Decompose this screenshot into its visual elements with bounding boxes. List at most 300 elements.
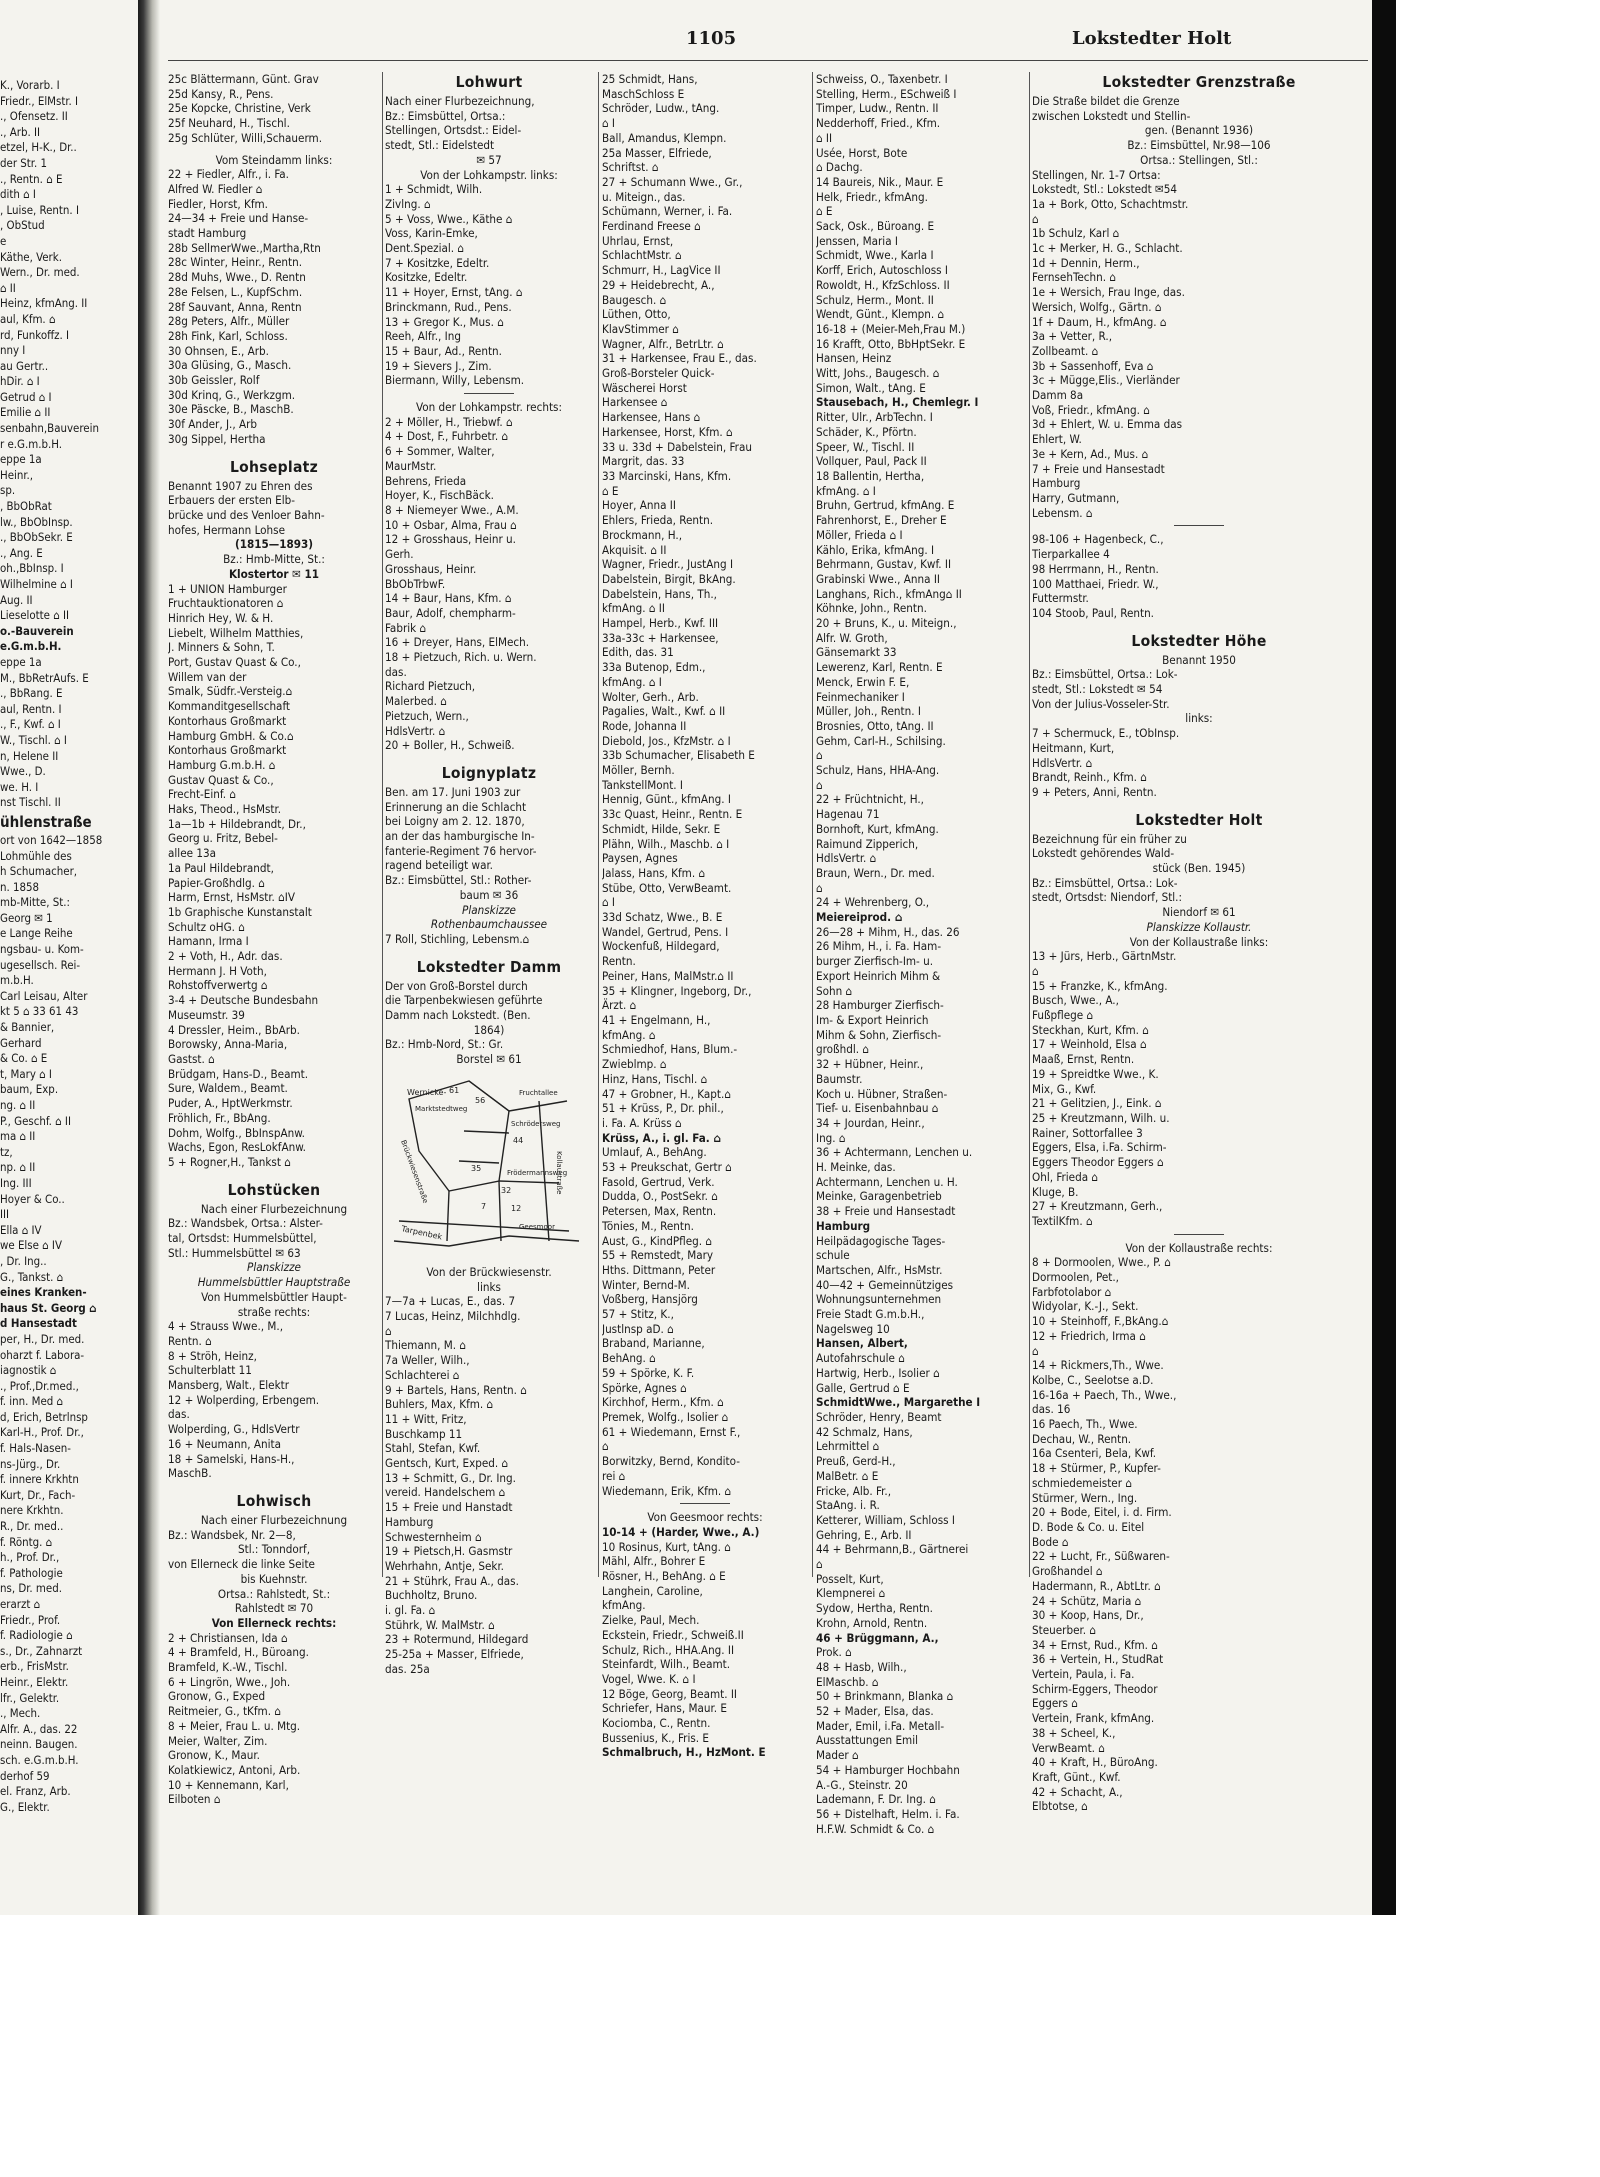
entry-fragment: n, Helene II	[0, 748, 59, 763]
directory-entry: Peiner, Hans, MalMstr.⌂ II	[602, 968, 734, 983]
directory-entry: Langhans, Rich., kfmAng⌂ II	[816, 586, 962, 601]
directory-entry: ⌂	[816, 880, 823, 895]
directory-entry: kfmAng. ⌂ II	[602, 601, 665, 616]
directory-entry: Bz.: Eimsbüttel, Ortsa.:	[385, 108, 506, 123]
directory-entry: 48 + Hasb, Wilh.,	[816, 1659, 907, 1674]
directory-entry: Mansberg, Walt., Elektr	[168, 1378, 290, 1393]
directory-entry: von Ellerneck die linke Seite	[168, 1557, 315, 1572]
directory-entry: Koch u. Hübner, Straßen-	[816, 1086, 948, 1101]
directory-entry: ⌂	[816, 1557, 823, 1572]
directory-entry: 7 + Schermuck, E., tObInsp.	[1032, 726, 1180, 741]
directory-entry: 30 Ohnsen, E., Arb.	[168, 343, 269, 358]
directory-entry: 36 + Achtermann, Lenchen u.	[816, 1145, 973, 1160]
directory-entry: BehAng. ⌂	[602, 1351, 656, 1366]
map-label: Marktstedtweg	[415, 1104, 468, 1113]
directory-entry: Brüdgam, Hans-D., Beamt.	[168, 1066, 309, 1081]
street-heading: Lokstedter Holt	[1135, 810, 1263, 829]
directory-entry: Bz.: Eimsbüttel, Ortsa.: Lok-	[1032, 667, 1178, 682]
directory-entry: 98-106 + Hagenbeck, C.,	[1032, 532, 1164, 547]
directory-entry: Speer, W., Tischl. II	[816, 439, 915, 454]
directory-entry: 16 Paech, Th., Wwe.	[1032, 1417, 1138, 1432]
street-info-line: Rahlstedt ✉ 70	[234, 1601, 314, 1616]
entry-fragment: Heinr., Elektr.	[0, 1674, 69, 1689]
directory-entry: Maaß, Ernst, Rentn.	[1032, 1052, 1135, 1067]
directory-entry: HdlsVertr. ⌂	[385, 723, 446, 738]
directory-entry: Liebelt, Wilhelm Matthies,	[168, 625, 304, 640]
directory-entry: Gentsch, Kurt, Exped. ⌂	[385, 1456, 509, 1471]
directory-entry: Tierparkallee 4	[1032, 547, 1110, 562]
entry-fragment: eppe 1a	[0, 654, 42, 669]
column-2	[385, 72, 593, 1677]
directory-entry: Eggers ⌂	[1032, 1696, 1078, 1711]
directory-entry: Sack, Osk., Büroang. E	[816, 219, 935, 234]
directory-entry: 7 Lucas, Heinz, Milchhdlg.	[385, 1309, 521, 1323]
directory-entry: 98 Herrmann, H., Rentn.	[1032, 561, 1159, 576]
directory-entry: 8 + Niemeyer Wwe., A.M.	[385, 502, 519, 517]
directory-entry: Jalass, Hans, Kfm. ⌂	[602, 865, 706, 880]
entry-fragment: & Co. ⌂ E	[0, 1051, 48, 1066]
directory-entry: Im- & Export Heinrich	[816, 1013, 929, 1027]
directory-entry: Buchholtz, Bruno.	[385, 1588, 478, 1603]
directory-entry: Rainer, Sottorfallee 3	[1032, 1125, 1143, 1140]
directory-entry: Aust, G., KindPfleg. ⌂	[602, 1233, 713, 1248]
entry-fragment: Getrud ⌂ I	[0, 389, 52, 404]
directory-entry: Brandt, Reinh., Kfm. ⌂	[1032, 770, 1147, 785]
directory-entry: Ben. am 17. Juni 1903 zur	[385, 784, 521, 799]
directory-entry: das.	[385, 664, 407, 679]
street-info-line: Von der Brückwiesenstr.	[426, 1264, 552, 1279]
directory-entry: 9 + Bartels, Hans, Rentn. ⌂	[385, 1382, 527, 1397]
street-sketch-map	[389, 1071, 589, 1259]
directory-entry: 7a Weller, Wilh.,	[385, 1353, 470, 1368]
map-label: Frödermannsweg	[507, 1168, 568, 1177]
directory-entry: Simon, Walt., tAng. E	[816, 380, 926, 395]
entry-fragment: Heinz, kfmAng. II	[0, 296, 88, 311]
directory-entry: großhdl. ⌂	[816, 1042, 869, 1057]
directory-entry: Freie Stadt G.m.b.H.,	[816, 1307, 925, 1322]
entry-fragment: eines Kranken-	[0, 1285, 87, 1300]
directory-entry: Usée, Horst, Bote	[816, 145, 908, 160]
entry-fragment: kt 5 ⌂ 33 61 43	[0, 1004, 79, 1019]
directory-entry: Grosshaus, Heinr.	[385, 561, 477, 576]
directory-entry: 25g Schlüter, Willi,Schauerm.	[168, 130, 323, 145]
directory-entry: ⌂ E	[816, 204, 833, 219]
directory-entry: Schmurr, H., LagVice II	[602, 263, 721, 278]
directory-entry: 46 + Brüggmann, A.,	[816, 1630, 939, 1645]
directory-entry: Prok. ⌂	[816, 1645, 852, 1660]
directory-entry: Hamburg	[1032, 476, 1081, 491]
entry-fragment: np. ⌂ II	[0, 1160, 36, 1175]
binding-gutter	[138, 0, 160, 1915]
directory-entry: Wendt, Günt., Klempn. ⌂	[816, 307, 945, 322]
directory-entry: Köhnke, John., Rentn.	[816, 601, 927, 616]
directory-entry: Hths. Dittmann, Peter	[602, 1262, 716, 1277]
directory-entry: Wolter, Gerh., Arb.	[602, 689, 699, 704]
street-info-line: Von Geesmoor rechts:	[647, 1510, 763, 1525]
directory-entry: 16 Krafft, Otto, BbHptSekr. E	[816, 336, 966, 351]
directory-entry: Gerh.	[385, 547, 414, 562]
directory-entry: 24—34 + Freie und Hanse-	[168, 211, 309, 226]
directory-entry: Kontorhaus Großmarkt	[168, 713, 287, 728]
directory-entry: Behrmann, Gustav, Kwf. II	[816, 557, 952, 572]
column-5	[1032, 72, 1366, 1814]
directory-entry: 28e Felsen, L., KupfSchm.	[168, 284, 303, 299]
map-label: Fruchtallee	[519, 1088, 558, 1097]
running-street-head: Lokstedter Holt	[1072, 28, 1232, 49]
entry-fragment: tz,	[0, 1144, 13, 1159]
directory-entry: fanterie-Regiment 76 hervor-	[385, 843, 537, 858]
directory-entry: A.-G., Steinstr. 20	[816, 1777, 908, 1792]
left-page-fragment	[0, 78, 136, 1908]
directory-entry: Autofahrschule ⌂	[816, 1351, 905, 1366]
directory-entry: Lokstedt gehörendes Wald-	[1032, 846, 1175, 861]
directory-entry: Wiedemann, Erik, Kfm. ⌂	[602, 1483, 732, 1498]
entry-fragment: lw., BbObInsp.	[0, 514, 73, 529]
directory-entry: BbObTrbwF.	[385, 576, 446, 591]
entry-fragment: f. Pathologie	[0, 1565, 63, 1580]
directory-entry: Georg u. Fritz, Bebel-	[168, 831, 278, 846]
entry-fragment: mb-Mitte, St.:	[0, 895, 70, 910]
directory-entry: Schmidt, Wwe., Karla I	[816, 248, 934, 263]
directory-entry: ⌂ I	[602, 895, 616, 910]
directory-entry: Ritter, Ulr., ArbTechn. I	[816, 410, 933, 425]
directory-entry: StaAng. i. R.	[816, 1498, 880, 1513]
column-1	[168, 72, 380, 1807]
entry-fragment: per, H., Dr. med.	[0, 1331, 85, 1346]
entry-fragment: Aug. II	[0, 592, 33, 607]
directory-entry: Dent.Spezial. ⌂	[385, 241, 465, 256]
directory-entry: Nagelsweg 10	[816, 1321, 890, 1336]
street-info-line: Von der Kollaustraße links:	[1129, 934, 1269, 949]
directory-entry: Frecht-Einf. ⌂	[168, 787, 236, 802]
directory-entry: 3a + Vetter, R.,	[1032, 329, 1113, 344]
map-number: 12	[511, 1203, 522, 1213]
directory-entry: Fruchtauktionatoren ⌂	[168, 596, 284, 611]
directory-entry: Eilboten ⌂	[168, 1792, 221, 1807]
directory-entry: Schulz, Hans, HHA-Ang.	[816, 763, 940, 778]
directory-entry: Braband, Marianne,	[602, 1336, 705, 1351]
directory-entry: stedt, Ortsdst: Niendorf, Stl.:	[1032, 890, 1183, 905]
directory-entry: Bz.: Hmb-Nord, St.: Gr.	[385, 1037, 504, 1052]
directory-entry: Wäscherei Horst	[602, 380, 687, 395]
directory-entry: Dabelstein, Hans, Th.,	[602, 586, 717, 601]
directory-entry: TankstellMont. I	[602, 777, 684, 792]
directory-entry: Willem van der	[168, 669, 247, 684]
entry-fragment: d, Erich, Betrlnsp	[0, 1409, 88, 1424]
directory-entry: Meiereiprod. ⌂	[816, 910, 903, 925]
directory-entry: Stellingen, Nr. 1-7 Ortsa:	[1032, 167, 1161, 182]
entry-fragment: au Gertr..	[0, 358, 49, 373]
entry-fragment: III	[0, 1207, 10, 1222]
directory-entry: Grabinski Wwe., Anna II	[816, 571, 940, 586]
directory-entry: Dabelstein, Birgit, BkAng.	[602, 571, 736, 586]
directory-entry: Heitmann, Kurt,	[1032, 740, 1115, 755]
directory-entry: Stürmer, Wern., Ing.	[1032, 1490, 1138, 1505]
directory-entry: 4 + Dost, F., Fuhrbetr. ⌂	[385, 429, 509, 444]
directory-entry: 1a—1b + Hildebrandt, Dr.,	[168, 816, 306, 831]
entry-fragment: Wilhelmine ⌂ I	[0, 577, 73, 591]
directory-entry: Kolatkiewicz, Antoni, Arb.	[168, 1762, 301, 1777]
directory-entry: Schröder, Henry, Beamt	[816, 1409, 942, 1424]
directory-entry: 3d + Ehlert, W. u. Emma das	[1032, 417, 1183, 432]
entry-fragment: ., BbRang. E	[0, 686, 63, 701]
entry-fragment: Wern., Dr. med.	[0, 265, 80, 280]
entry-fragment: derhof 59	[0, 1768, 50, 1783]
entry-fragment: rd, Funkoffz. I	[0, 327, 70, 342]
entry-fragment: Ing. III	[0, 1175, 32, 1190]
directory-entry: schule	[816, 1248, 850, 1263]
directory-entry: D. Bode & Co. u. Eitel	[1032, 1519, 1145, 1534]
directory-entry: Schulz, Rich., HHA.Ang. II	[602, 1642, 735, 1657]
entry-fragment: Käthe, Verk.	[0, 249, 62, 264]
directory-entry: 13 + Schmitt, G., Dr. Ing.	[385, 1470, 516, 1485]
entry-fragment: f. Radiologie ⌂	[0, 1628, 73, 1643]
directory-entry: Behrens, Frieda	[385, 473, 467, 488]
directory-entry: Meier, Walter, Zim.	[168, 1733, 268, 1748]
street-info-line: Bz.: Hmb-Mitte, St.:	[223, 552, 325, 567]
entry-fragment: ., Arb. II	[0, 124, 41, 139]
plan-reference: Hummelsbüttler Hauptstraße	[197, 1275, 351, 1290]
directory-entry: Schulz, Herm., Mont. II	[816, 292, 934, 307]
directory-entry: 44 + Behrmann,B., Gärtnerei	[816, 1542, 969, 1557]
directory-entry: stedt, Stl.: Lokstedt ✉ 54	[1032, 682, 1163, 697]
directory-entry: i. gl. Fa. ⌂	[385, 1603, 436, 1618]
directory-entry: Ketterer, William, Schloss I	[816, 1512, 955, 1527]
directory-entry: Mix, G., Kwf.	[1032, 1081, 1097, 1096]
directory-entry: 50 + Brinkmann, Blanka ⌂	[816, 1689, 954, 1704]
directory-entry: Jenssen, Maria I	[816, 233, 898, 248]
directory-entry: Diebold, Jos., KfzMstr. ⌂ I	[602, 733, 731, 748]
entry-fragment: haus St. Georg ⌂	[0, 1300, 97, 1315]
entry-fragment: ns, Dr. med.	[0, 1581, 62, 1596]
directory-entry: Museumstr. 39	[168, 1007, 245, 1022]
directory-entry: Martschen, Alfr., HsMstr.	[816, 1262, 943, 1277]
directory-entry: Hoyer, Anna II	[602, 498, 676, 513]
directory-entry: SchlachtMstr. ⌂	[602, 248, 682, 263]
entry-fragment: we. H. I	[0, 779, 39, 794]
directory-entry: Elbtotse, ⌂	[1032, 1799, 1088, 1814]
street-heading: Lokstedter Höhe	[1131, 631, 1267, 650]
directory-entry: 10 + Osbar, Alma, Frau ⌂	[385, 517, 517, 532]
directory-entry: Hinrich Hey, W. & H.	[168, 610, 274, 625]
directory-entry: 25 Schmidt, Hans,	[602, 72, 698, 86]
street-info-line: baum ✉ 36	[459, 887, 519, 902]
directory-entry: Buhlers, Max, Kfm. ⌂	[385, 1397, 494, 1412]
directory-entry: rei ⌂	[602, 1468, 626, 1483]
directory-entry: Helk, Friedr., kfmAng.	[816, 189, 928, 204]
directory-entry: Steuerber. ⌂	[1032, 1622, 1096, 1637]
entry-fragment: s., Dr., Zahnarzt	[0, 1643, 83, 1658]
directory-entry: 16 + Dreyer, Hans, ElMech.	[385, 635, 530, 650]
directory-entry: Mader ⌂	[816, 1748, 859, 1763]
scan-edge	[1372, 0, 1396, 1915]
directory-entry: Müller, Joh., Rentn. I	[816, 704, 921, 719]
directory-entry: 3e + Kern, Ad., Mus. ⌂	[1032, 446, 1149, 461]
directory-entry: 7—7a + Lucas, E., das. 7	[385, 1294, 516, 1309]
directory-entry: Hamburg	[385, 1514, 434, 1529]
directory-entry: 55 + Remstedt, Mary	[602, 1248, 714, 1263]
directory-entry: Wagner, Alfr., BetrLtr. ⌂	[602, 336, 724, 351]
directory-entry: 25a Masser, Elfriede,	[602, 145, 712, 160]
directory-entry: Reeh, Alfr., Ing	[385, 329, 461, 344]
directory-entry: Ausstattungen Emil	[816, 1733, 919, 1748]
entry-fragment: oharzt f. Labora-	[0, 1347, 85, 1362]
directory-entry: Witt, Johs., Baugesch. ⌂	[816, 366, 940, 381]
directory-entry: stedt, Stl.: Eidelstedt	[385, 138, 495, 153]
directory-entry: Stelling, Herm., ESchweiß I	[816, 86, 957, 101]
directory-entry: 2 + Möller, H., Triebwf. ⌂	[385, 414, 513, 429]
directory-entry: schmiedemeister ⌂	[1032, 1475, 1132, 1490]
directory-entry: Langhein, Caroline,	[602, 1583, 703, 1598]
directory-entry: 9 + Peters, Anni, Rentn.	[1032, 784, 1157, 799]
directory-entry: HdlsVertr. ⌂	[1032, 755, 1093, 770]
directory-entry: 26—28 + Mihm, H., das. 26	[816, 924, 960, 939]
directory-entry: Kolbe, C., Seelotse a.D.	[1032, 1372, 1154, 1387]
directory-entry: Kociomba, C., Rentn.	[602, 1716, 711, 1731]
directory-entry: 3-4 + Deutsche Bundesbahn	[168, 993, 319, 1008]
directory-entry: Schlachterei ⌂	[385, 1367, 460, 1382]
entry-fragment: f. Röntg. ⌂	[0, 1534, 53, 1549]
directory-entry: Hamburg GmbH. & Co.⌂	[168, 728, 294, 743]
directory-entry: allee 13a	[168, 846, 216, 861]
directory-entry: Bornhoft, Kurt, kfmAng.	[816, 821, 939, 836]
street-heading: Lohstücken	[227, 1180, 321, 1199]
directory-entry: Dohm, Wolfg., BbInspAnw.	[168, 1125, 305, 1140]
directory-entry: 30b Geissler, Rolf	[168, 373, 260, 388]
directory-entry: 6 + Lingrön, Wwe., Joh.	[168, 1674, 291, 1689]
map-label: Schrödersweg	[511, 1119, 561, 1128]
entry-fragment: G., Elektr.	[0, 1799, 50, 1814]
entry-fragment: nere Krkhtn.	[0, 1503, 64, 1518]
street-heading: Loignyplatz	[441, 763, 537, 782]
directory-entry: Alfr. W. Groth,	[816, 630, 888, 645]
directory-entry: 38 + Freie und Hansestadt	[816, 1204, 956, 1219]
entry-fragment: der Str. 1	[0, 155, 47, 170]
street-info-line: links:	[1185, 711, 1213, 726]
street-info-line: Borstel ✉ 61	[456, 1052, 522, 1067]
entry-fragment: Emilie ⌂ II	[0, 405, 51, 420]
directory-entry: Edith, das. 31	[602, 645, 674, 660]
directory-entry: kfmAng. ⌂ I	[816, 483, 876, 498]
directory-entry: Dormoolen, Pet.,	[1032, 1270, 1119, 1285]
column-rule	[598, 72, 599, 1577]
entry-fragment: & Bannier,	[0, 1020, 55, 1035]
entry-fragment: , BbObRat	[0, 499, 52, 514]
column-rule	[382, 72, 383, 1577]
directory-entry: 16a Csenteri, Bela, Kwf.	[1032, 1446, 1157, 1461]
directory-entry: 35 + Klingner, Ingeborg, Dr.,	[602, 983, 752, 998]
directory-entry: Export Heinrich Mihm &	[816, 968, 941, 983]
directory-entry: Rentn.	[602, 954, 636, 969]
directory-entry: ⌂ I	[602, 116, 616, 131]
map-label: Tarpenbek	[400, 1224, 444, 1242]
directory-entry: Eggers Theodor Eggers ⌂	[1032, 1155, 1164, 1170]
directory-entry: Klempnerei ⌂	[816, 1586, 886, 1601]
entry-fragment: f. Hals-Nasen-	[0, 1441, 71, 1456]
entry-fragment: Friedr., ElMstr. I	[0, 93, 79, 108]
entry-fragment: ng. ⌂ II	[0, 1098, 36, 1112]
directory-entry: Nach einer Flurbezeichnung,	[385, 94, 535, 108]
directory-entry: Kositzke, Edeltr.	[385, 270, 468, 285]
directory-entry: 13 + Jürs, Herb., GärtnMstr.	[1032, 949, 1177, 964]
street-info-line: Von der Lohkampstr. rechts:	[416, 400, 562, 415]
street-info-line: gen. (Benannt 1936)	[1144, 123, 1254, 138]
directory-entry: 4 Dressler, Heim., BbArb.	[168, 1022, 300, 1037]
entry-fragment: neinn. Baugen.	[0, 1737, 78, 1752]
entry-fragment: Karl-H., Prof. Dr.,	[0, 1425, 84, 1440]
directory-entry: Rowoldt, H., KfzSchloss. II	[816, 277, 950, 292]
directory-entry: Fabrik ⌂	[385, 620, 427, 635]
directory-entry: Kraft, Günt., Kwf.	[1032, 1769, 1121, 1784]
entry-fragment: lfr., Gelektr.	[0, 1690, 60, 1705]
directory-entry: Margrit, das. 33	[602, 454, 685, 469]
directory-entry: Galle, Gertrud ⌂ E	[816, 1380, 910, 1395]
directory-entry: 1f + Daum, H., kfmAng. ⌂	[1032, 314, 1167, 329]
directory-entry: 1 + UNION Hamburger	[168, 581, 287, 596]
entry-fragment: e Lange Reihe	[0, 926, 73, 941]
street-info-line: Ortsa.: Rahlstedt, St.:	[217, 1586, 331, 1601]
map-number: 32	[501, 1185, 512, 1195]
directory-entry: 31 + Harkensee, Frau E., das.	[602, 351, 757, 366]
entry-fragment: iagnostik ⌂	[0, 1363, 57, 1378]
map-number: 44	[513, 1135, 524, 1145]
directory-entry: Hadermann, R., AbtLtr. ⌂	[1032, 1578, 1161, 1593]
directory-entry: Hermann J. H Voth,	[168, 963, 267, 978]
directory-entry: 42 + Schacht, A.,	[1032, 1784, 1123, 1799]
directory-entry: Baugesch. ⌂	[602, 292, 667, 307]
street-heading: Lohseplatz	[229, 457, 319, 476]
directory-entry: Kirchhof, Herm., Kfm. ⌂	[602, 1395, 724, 1410]
column-rule	[812, 72, 813, 1577]
directory-entry: Die Straße bildet die Grenze	[1032, 94, 1180, 108]
directory-entry: Hinz, Hans, Tischl. ⌂	[602, 1071, 708, 1086]
directory-entry: Premek, Wolfg., Isolier ⌂	[602, 1409, 729, 1424]
directory-entry: Wehrhahn, Antje, Sekr.	[385, 1558, 504, 1573]
plan-reference: Planskizze Kollaustr.	[1146, 919, 1252, 934]
directory-entry: Farbfotolabor ⌂	[1032, 1284, 1112, 1299]
directory-entry: 5 + Rogner,H., Tankst ⌂	[168, 1154, 291, 1169]
directory-entry: Timper, Ludw., Rentn. II	[816, 101, 939, 116]
directory-entry: Lademann, F. Dr. Ing. ⌂	[816, 1792, 936, 1807]
directory-entry: 16-18 + (Meier-Meh,Frau M.)	[816, 321, 966, 336]
entry-fragment: senbahn,Bauverein	[0, 421, 99, 436]
directory-entry: 34 + Jourdan, Heinr.,	[816, 1115, 925, 1130]
directory-entry: Menck, Erwin F. E,	[816, 674, 910, 689]
directory-entry: 53 + Preukschat, Gertr ⌂	[602, 1160, 732, 1175]
entry-fragment: Georg ✉ 1	[0, 910, 53, 925]
directory-entry: Schmalbruch, H., HzMont. E	[602, 1745, 766, 1760]
street-info-line: Stl.: Tonndorf,	[237, 1542, 311, 1557]
directory-entry: Smalk, Südfr.-Versteig.⌂	[168, 684, 293, 699]
directory-entry: Mader, Emil, i.Fa. Metall-	[816, 1718, 945, 1733]
entry-fragment: baum, Exp.	[0, 1082, 59, 1097]
entry-fragment: Wwe., D.	[0, 764, 46, 779]
directory-entry: Eckstein, Friedr., Schweiß.II	[602, 1627, 744, 1642]
directory-entry: 34 + Ernst, Rud., Kfm. ⌂	[1032, 1637, 1158, 1652]
directory-entry: Bruhn, Gertrud, kfmAng. E	[816, 498, 955, 513]
directory-entry: Bezeichnung für ein früher zu	[1032, 831, 1187, 846]
bold-info-line: Klostertor ✉ 11	[228, 566, 320, 581]
directory-entry: Borowsky, Anna-Maria,	[168, 1037, 288, 1052]
entry-fragment: f. innere Krkhtn	[0, 1472, 79, 1487]
entry-fragment: ., BbObSekr. E	[0, 530, 73, 545]
entry-fragment: , Luise, Rentn. I	[0, 202, 79, 217]
directory-entry: 25c Blättermann, Günt. Grav	[168, 72, 319, 86]
directory-entry: Petersen, Max, Rentn.	[602, 1204, 717, 1219]
directory-entry: Stausebach, H., Chemlegr. I	[816, 395, 979, 410]
directory-entry: Möller, Frieda ⌂ I	[816, 527, 903, 542]
street-info-line: Nach einer Flurbezeichnung	[200, 1201, 348, 1216]
